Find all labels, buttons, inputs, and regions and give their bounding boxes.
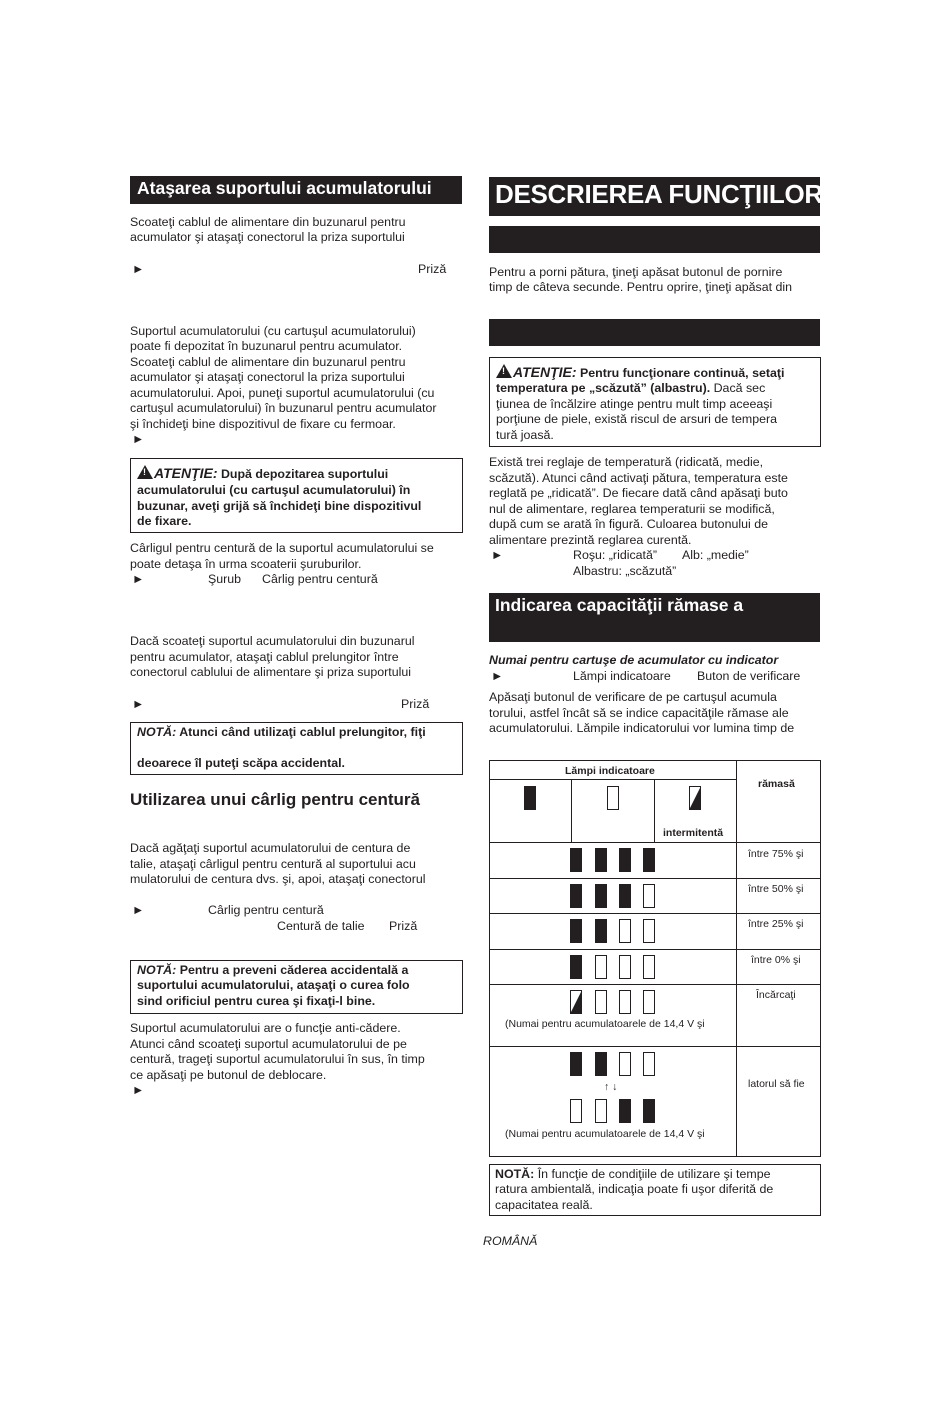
table-note: (Numai pentru acumulatoarele de 14,4 V şi — [505, 1018, 705, 1030]
lamp-lit-icon — [570, 1052, 582, 1076]
paragraph-line: Atunci când scoateţi suportul acumulatorului de pe — [130, 1037, 407, 1051]
paragraph-line: conectorul cablului de alimentare şi priza suportului — [130, 665, 412, 679]
note-text: Pentru a preveni căderea accidentală a — [179, 963, 409, 977]
lamp-lit-icon — [619, 884, 631, 908]
lamp-off-icon — [643, 955, 655, 979]
note-line — [137, 725, 426, 741]
paragraph-line: centură, trageţi suportul acumulatorului în sus, în timp — [130, 1052, 425, 1066]
note-label: NOTĂ: — [495, 1167, 535, 1181]
lamp-off-icon — [619, 990, 631, 1014]
section-header-bar — [489, 319, 820, 346]
caution-line: porţiune de piele, există riscul de arsuri de tempera — [496, 412, 778, 426]
table-divider — [489, 842, 820, 843]
paragraph-line: poate detaşa în urma scoaterii şuruburilor. — [130, 557, 362, 571]
lamp-blinking-icon — [570, 990, 583, 1015]
caution-line: ţiunea de încălzire atinge pentru mult timp aceeaşi — [496, 397, 773, 411]
paragraph-line: alimentare prezintă reglarea curentă. — [489, 533, 692, 547]
paragraph-line: scăzută). Atunci când activaţi pătura, temperatura este — [489, 471, 788, 485]
figure-label: Priză — [418, 262, 447, 276]
lamp-off-icon — [595, 990, 607, 1014]
section-title: Ataşarea suportului acumulatorului — [137, 178, 432, 198]
warning-icon — [496, 364, 512, 378]
paragraph-line: Scoateţi cablul de alimentare din buzunarul pentru — [130, 355, 406, 369]
table-divider — [489, 913, 820, 914]
table-divider — [489, 1046, 820, 1047]
paragraph-line: Dacă agăţaţi suportul acumulatorului de centura de — [130, 841, 411, 855]
paragraph-line: acumulatorului. Lămpile indicatorului vor lumina timp de — [489, 721, 795, 735]
figure-label: Lămpi indicatoare — [573, 669, 671, 683]
caution-line — [137, 464, 388, 483]
note-line: deoarece îl puteţi scăpa accidental. — [137, 756, 345, 770]
paragraph-line: Pentru a porni pătura, ţineţi apăsat butonul de pornire — [489, 265, 783, 279]
table-divider — [489, 949, 820, 950]
lamp-off-icon — [643, 1052, 655, 1076]
table-divider — [571, 779, 572, 842]
capacity-label: latorul să fie — [748, 1078, 805, 1090]
paragraph-line: Cârligul pentru centură de la suportul acumulatorului se — [130, 541, 434, 555]
paragraph-line: Dacă scoateţi suportul acumulatorului din buzunarul — [130, 634, 415, 648]
section-header-battery-holder — [130, 176, 462, 204]
note-label: NOTĂ: — [137, 725, 177, 739]
lamp-off-icon — [619, 955, 631, 979]
lamp-lit-icon — [643, 1099, 655, 1123]
caution-line: tură joasă. — [496, 428, 554, 442]
lamp-off-icon — [570, 1099, 582, 1123]
lamp-lit-icon — [570, 955, 582, 979]
warning-icon — [137, 465, 153, 479]
lamp-off-icon — [643, 919, 655, 943]
caution-line — [496, 381, 765, 397]
paragraph-line: poate fi depozitat în buzunarul pentru acumulator. — [130, 339, 403, 353]
figure-arrow: ► — [491, 548, 504, 562]
lamp-off-icon — [607, 786, 619, 810]
note-label: NOTĂ: — [137, 963, 177, 977]
caution-line: de fixare. — [137, 514, 192, 528]
caution-line: acumulatorului (cu cartuşul acumulatorului) în — [137, 483, 411, 497]
lamp-off-icon — [595, 955, 607, 979]
main-header — [489, 177, 823, 216]
paragraph-line: acumulator şi ataşaţi conectorul la priza suportului — [130, 370, 405, 384]
caution-text: Pentru funcţionare continuă, setaţi — [579, 366, 785, 380]
paragraph-line: după cum se arată în figură. Culoarea butonului de — [489, 517, 768, 531]
figure-arrow: ► — [491, 669, 504, 683]
figure-arrow: ► — [132, 262, 145, 276]
note-line — [137, 963, 408, 979]
paragraph-line: timp de câteva secunde. Pentru oprire, ţineţi apăsat din — [489, 280, 793, 294]
figure-label: Roşu: „ridicată” — [573, 548, 658, 562]
capacity-label: între 0% şi — [751, 954, 801, 966]
lamp-lit-icon — [570, 919, 582, 943]
lamp-off-icon — [619, 1052, 631, 1076]
capacity-label: Încărcaţi — [756, 989, 796, 1001]
lamp-lit-icon — [595, 1052, 607, 1076]
lamp-lit-icon — [619, 848, 631, 872]
caution-label: ATENŢIE: — [154, 465, 218, 481]
lamp-lit-icon — [595, 884, 607, 908]
paragraph-line: Suportul acumulatorului (cu cartuşul acumulatorului) — [130, 324, 416, 338]
table-note: (Numai pentru acumulatoarele de 14,4 V şi — [505, 1128, 705, 1140]
lamp-off-icon — [643, 990, 655, 1014]
figure-label: Albastru: „scăzută” — [573, 564, 677, 578]
table-header: Lămpi indicatoare — [565, 765, 655, 777]
paragraph-line: torului, astfel încât să se indice capacităţile rămase ale — [489, 706, 789, 720]
legend-label: intermitentă — [663, 827, 724, 839]
note-line: ratura ambientală, indicaţia poate fi uşor diferită de — [495, 1182, 774, 1196]
lamp-blinking-icon — [689, 786, 702, 811]
note-line: capacitatea reală. — [495, 1198, 593, 1212]
paragraph-line: acumulatorului. Apoi, puneţi suportul acumulatorului (cu — [130, 386, 435, 400]
caution-label: ATENŢIE: — [513, 364, 577, 380]
figure-label: Şurub — [208, 572, 242, 586]
figure-label: Centură de talie — [277, 919, 365, 933]
paragraph-line: talie, ataşaţi cârligul pentru centură al suportului acu — [130, 857, 416, 871]
note-line: sind orificiul pentru curea şi fixaţi-l bine. — [137, 994, 376, 1008]
lamp-off-icon — [619, 919, 631, 943]
paragraph-line: şi închideţi bine dispozitivul de fixare cu fermoar. — [130, 417, 396, 431]
note-text: În funcţie de condiţiile de utilizare şi tempe — [537, 1167, 771, 1181]
main-title: DESCRIEREA FUNCŢIILOR — [495, 179, 823, 209]
figure-arrow: ► — [132, 903, 145, 917]
table-divider — [489, 984, 820, 985]
figure-label: Cârlig pentru centură — [208, 903, 324, 917]
figure-arrow: ► — [132, 1083, 145, 1097]
figure-arrow: ► — [132, 697, 145, 711]
subsection-title: Utilizarea unui cârlig pentru centură — [130, 790, 421, 809]
section-header-bar — [489, 226, 820, 253]
caution-text: Dacă sec — [713, 381, 766, 395]
capacity-label: între 75% şi — [748, 848, 804, 860]
figure-label: Alb: „medie” — [682, 548, 749, 562]
page-footer-language: ROMÂNĂ — [483, 1234, 538, 1248]
note-text: Atunci când utilizaţi cablul prelungitor, fiţi — [179, 725, 426, 739]
table-header: rămasă — [758, 778, 795, 790]
table-divider — [654, 779, 655, 842]
lamp-lit-icon — [570, 884, 582, 908]
note-line — [495, 1167, 770, 1183]
figure-arrow: ► — [132, 432, 145, 446]
paragraph-line: mulatorului de centura dvs. şi, apoi, ataşaţi conectorul — [130, 872, 426, 886]
figure-arrow: ► — [132, 572, 145, 586]
paragraph-line: acumulator şi ataşaţi conectorul la priza suportului — [130, 230, 405, 244]
lamp-off-icon — [595, 1099, 607, 1123]
paragraph-line: cartuşul acumulatorului) în buzunarul pentru acumulator — [130, 401, 437, 415]
caution-text: temperatura pe „scăzută” (albastru). — [496, 381, 711, 395]
caution-line: buzunar, aveţi grijă să închideţi bine dispozitivul — [137, 499, 422, 513]
lamp-lit-icon — [524, 786, 536, 810]
figure-label: Cârlig pentru centură — [262, 572, 378, 586]
alternate-arrows-icon: ↑ ↓ — [604, 1081, 618, 1093]
figure-label: Buton de verificare — [697, 669, 801, 683]
subheading: Numai pentru cartuşe de acumulator cu indicator — [489, 653, 779, 667]
capacity-label: între 25% şi — [748, 918, 804, 930]
section-header-capacity — [489, 593, 820, 642]
caution-text: După depozitarea suportului — [220, 467, 389, 481]
lamp-lit-icon — [619, 1099, 631, 1123]
figure-label: Priză — [401, 697, 430, 711]
lamp-lit-icon — [643, 848, 655, 872]
paragraph-line: reglată pe „ridicată”. De fiecare dată când apăsaţi buto — [489, 486, 788, 500]
paragraph-line: Suportul acumulatorului are o funcţie anti-cădere. — [130, 1021, 401, 1035]
paragraph-line: ce apăsaţi pe butonul de deblocare. — [130, 1068, 327, 1082]
note-line: suportului acumulatorului, ataşaţi o curea folo — [137, 978, 410, 992]
lamp-lit-icon — [595, 919, 607, 943]
paragraph-line: Apăsaţi butonul de verificare de pe cartuşul acumula — [489, 690, 777, 704]
table-divider — [489, 779, 737, 780]
paragraph-line: nul de alimentare, reglarea temperaturii se modifică, — [489, 502, 775, 516]
section-title: Indicarea capacităţii rămase a — [495, 595, 744, 615]
figure-label: Priză — [389, 919, 418, 933]
lamp-off-icon — [643, 884, 655, 908]
table-divider — [489, 878, 820, 879]
paragraph-line: Există trei reglaje de temperatură (ridicată, medie, — [489, 455, 764, 469]
paragraph-line: pentru acumulator, ataşaţi cablul prelungitor între — [130, 650, 399, 664]
capacity-label: între 50% şi — [748, 883, 804, 895]
lamp-lit-icon — [595, 848, 607, 872]
table-divider — [736, 760, 737, 1156]
lamp-lit-icon — [570, 848, 582, 872]
caution-line — [496, 363, 784, 382]
paragraph-line: Scoateţi cablul de alimentare din buzunarul pentru — [130, 215, 406, 229]
